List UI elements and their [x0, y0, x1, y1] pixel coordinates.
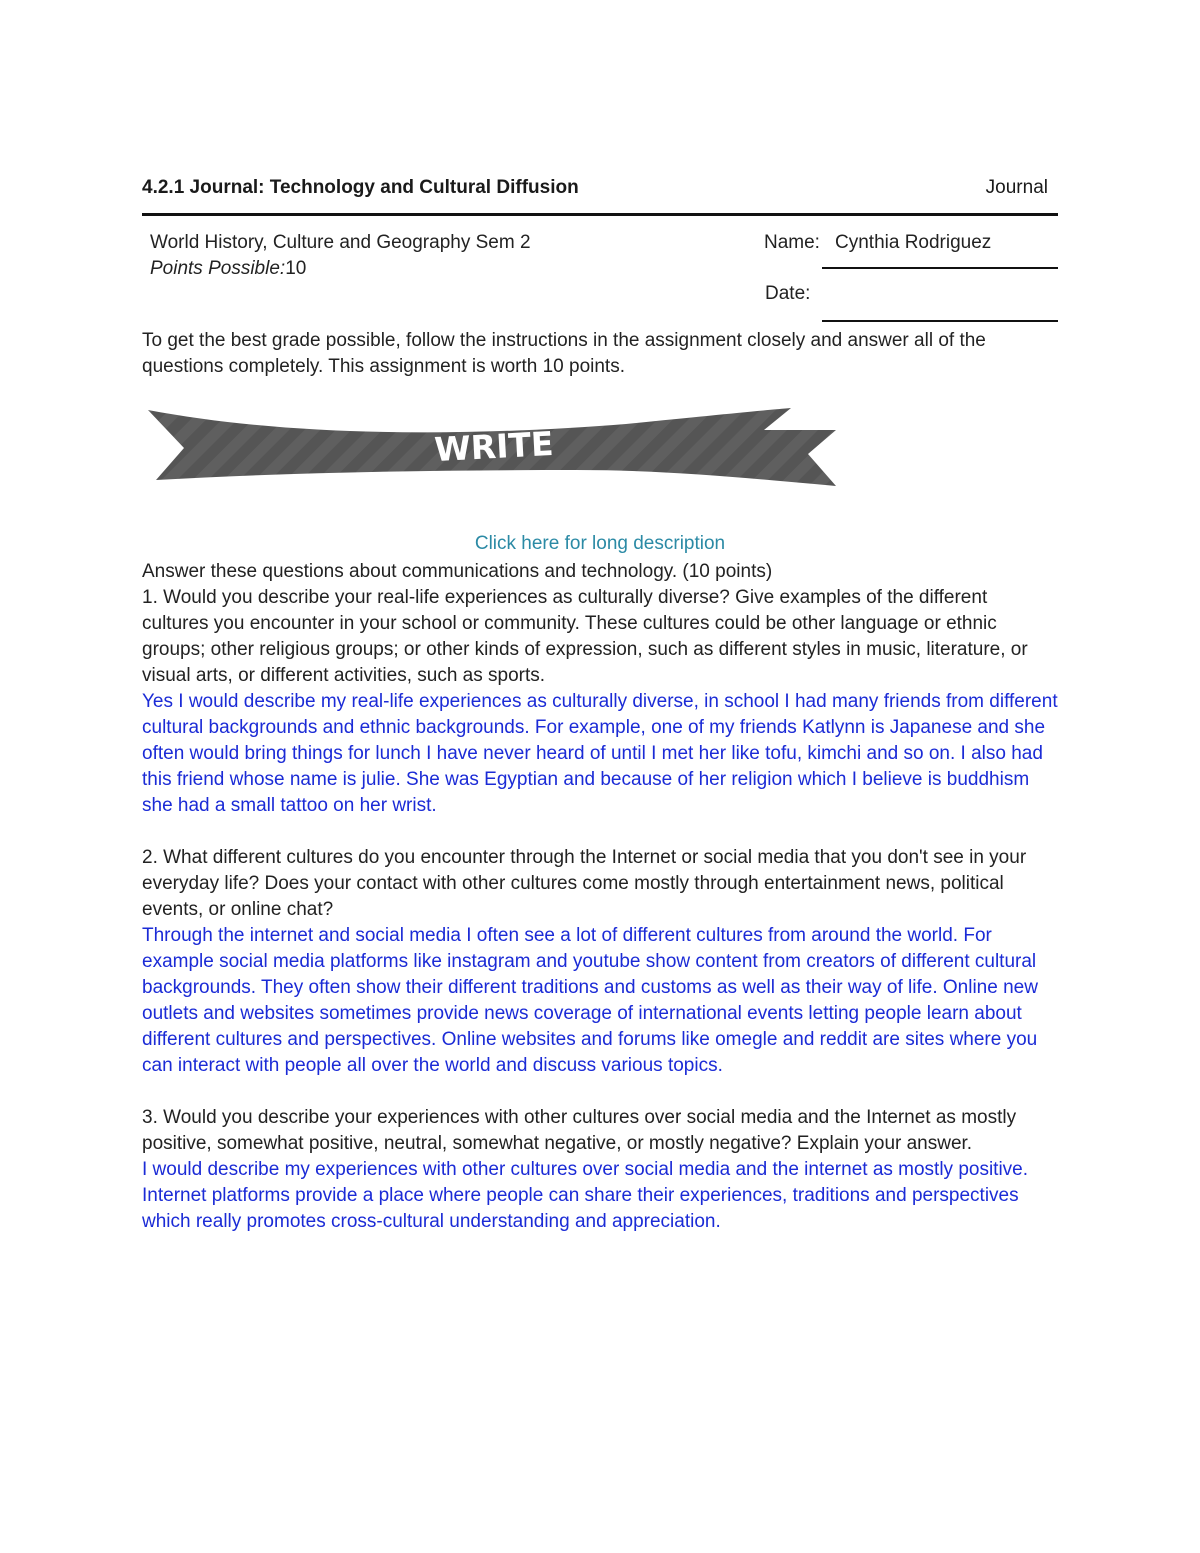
- banner-text: WRITE: [433, 423, 555, 470]
- name-label: Name:: [764, 232, 820, 253]
- header-divider: [142, 213, 1058, 216]
- name-underline: [822, 267, 1058, 269]
- questions-section: [142, 559, 1058, 1235]
- date-label: Date:: [765, 283, 811, 304]
- points-possible: [150, 258, 306, 280]
- date-underline: [822, 320, 1058, 322]
- answer-2[interactable]: Through the internet and social media I often see a lot of different cultures from around the world. For example social media platforms like instagram and youtube show content from creators of different cultural backgrounds. They often show their different traditions and customs as well as their way of life. Online new outlets and websites sometimes provide news coverage of international events letting people learn about different cultures and perspectives. Online websites and forums like omegle and reddit are sites where you can interact with people all over the world and discuss various topics.: [142, 925, 1038, 1076]
- assignment-type: Journal: [985, 177, 1048, 198]
- question-2: 2. What different cultures do you encounter through the Internet or social media that you don't see in your everyday life? Does your contact with other cultures come mostly through entertainment news, political events, or online chat?: [142, 847, 1027, 920]
- spacer: [142, 819, 1058, 845]
- write-banner: [146, 402, 838, 499]
- question-3: 3. Would you describe your experiences with other cultures over social media and the Internet as mostly positive, somewhat positive, neutral, somewhat negative, or mostly negative? Explain your answer.: [142, 1107, 1017, 1154]
- spacer: [142, 1079, 1058, 1105]
- intro-paragraph: To get the best grade possible, follow the instructions in the assignment closely and answer all of the questions completely. This assignment is worth 10 points.: [142, 330, 986, 377]
- points-value: 10: [285, 258, 307, 279]
- question-1: 1. Would you describe your real-life experiences as culturally diverse? Give examples of the different cultures you encounter in your school or community. These cultures could be other language or ethnic groups; other religious groups; or other kinds of expression, such as different styles in music, literature, or visual arts, or different activities, such as sports.: [142, 587, 1028, 686]
- course-name: World History, Culture and Geography Sem 2: [150, 232, 531, 253]
- write-ribbon-icon: [146, 402, 838, 494]
- name-field[interactable]: Cynthia Rodriguez: [835, 232, 992, 253]
- long-description-link[interactable]: Click here for long description: [474, 533, 726, 554]
- journal-title: 4.2.1 Journal: Technology and Cultural Diffusion: [142, 177, 579, 198]
- instructions: Answer these questions about communications and technology. (10 points): [142, 561, 773, 582]
- answer-3[interactable]: I would describe my experiences with other cultures over social media and the internet as mostly positive. Internet platforms provide a place where people can share their experiences, traditions and perspectives which really promotes cross-cultural understanding and appreciation.: [142, 1159, 1029, 1232]
- answer-1[interactable]: Yes I would describe my real-life experiences as culturally diverse, in school I had many friends from different cultural backgrounds and ethnic backgrounds. For example, one of my friends Katlynn is Japanese and she often would bring things for lunch I have never heard of until I met her like tofu, kimchi and so on. I also had this friend whose name is julie. She was Egyptian and because of her religion which I believe is buddhism she had a small tattoo on her wrist.: [142, 691, 1058, 816]
- points-label: Points Possible:: [150, 258, 286, 279]
